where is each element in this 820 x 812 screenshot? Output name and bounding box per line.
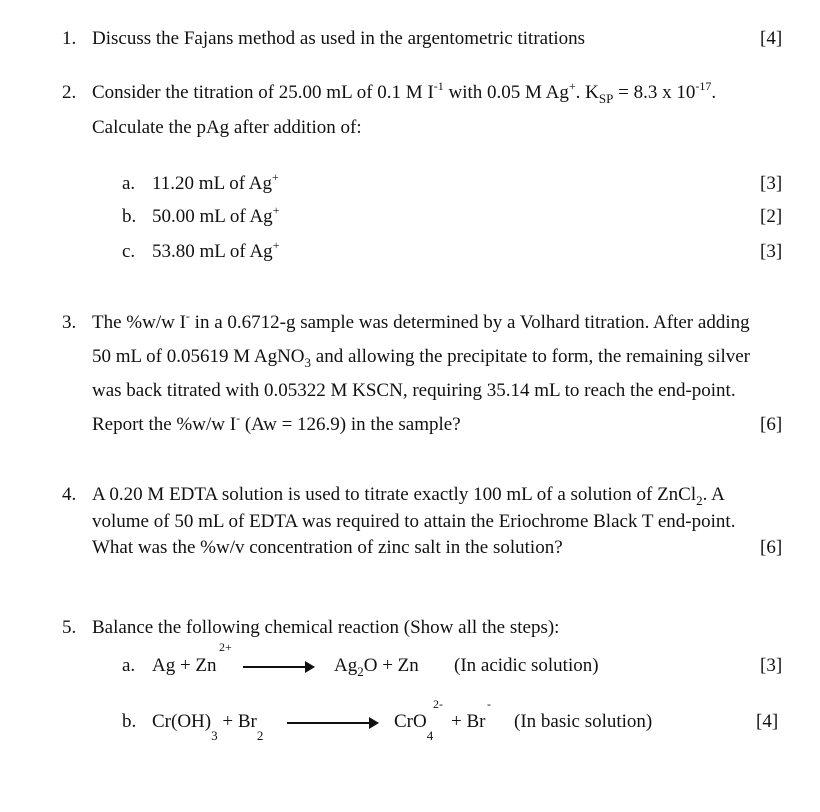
subquestion-letter: b. (122, 206, 137, 227)
question-text-line-2: Calculate the pAg after addition of: (92, 117, 362, 138)
question-marks: [3] (760, 655, 783, 676)
subquestion-text: 53.80 mL of Ag+ (152, 238, 280, 262)
subquestion-letter: a. (122, 173, 136, 194)
bromide-charge: - (487, 697, 491, 711)
question-marks: [6] (760, 537, 783, 558)
question-text-line-1: A 0.20 M EDTA solution is used to titrate exactly 100 mL of a solution of ZnCl$_2$. A (92, 484, 725, 508)
question-text-line-1: The %w/w I- in a 0.6712-g sample was determined by a Volhard titration. After adding (92, 309, 750, 333)
question-number: 5. (62, 617, 77, 638)
question-text-line-2: 50 mL of 0.05619 M AgNO$_3$ and allowing the precipitate to form, the remaining silver (92, 346, 751, 370)
question-text-line-2: volume of 50 mL of EDTA was required to attain the Eriochrome Black T end-point. (92, 511, 736, 532)
product-bromide: + Br (451, 711, 486, 732)
question-number: 1. (62, 28, 77, 49)
reactants: $Cr(OH)_3 + Br_2$ (152, 711, 264, 743)
zinc-charge: 2+ (219, 640, 232, 654)
question-marks: [4] (756, 711, 779, 732)
subquestion-letter: b. (122, 711, 137, 732)
subquestion-marks: [3] (760, 241, 783, 262)
subquestion-letter: a. (122, 655, 136, 676)
question-text: Discuss the Fajans method as used in the argentometric titrations (92, 28, 586, 49)
question-text: Balance the following chemical reaction (Show all the steps): (92, 617, 560, 638)
reaction-condition: (In basic solution) (514, 711, 653, 732)
reaction-arrow (287, 722, 377, 724)
subquestion-marks: [3] (760, 173, 783, 194)
question-marks: [4] (760, 28, 783, 49)
reaction-condition: (In acidic solution) (454, 655, 599, 676)
subquestion-text: 11.20 mL of Ag+ (152, 170, 279, 194)
question-marks: [6] (760, 414, 783, 435)
subquestion-marks: [2] (760, 206, 783, 227)
subquestion-letter: c. (122, 241, 136, 262)
question-text: Consider the titration of 25.00 mL of 0.1 M $I^{-1}$ with 0.05 M Ag+. $K_{SP} = 8.3$ x $10^{-17}$. (92, 79, 717, 106)
question-text-line-4: Report the %w/w I- (Aw = 126.9) in the sample? (92, 411, 461, 435)
products: $Ag_2O + Zn$ (334, 655, 419, 679)
chromate-charge: 2- (433, 697, 443, 711)
reaction-arrow (243, 666, 313, 668)
question-number: 3. (62, 312, 77, 333)
question-text-line-3: What was the %w/v concentration of zinc salt in the solution? (92, 537, 563, 558)
question-number: 2. (62, 82, 77, 103)
question-number: 4. (62, 484, 77, 505)
question-text-line-3: was back titrated with 0.05322 M KSCN, requiring 35.14 mL to reach the end-point. (92, 380, 736, 401)
reactants: Ag + Zn (152, 655, 217, 676)
subquestion-text: 50.00 mL of Ag+ (152, 203, 280, 227)
product-chromate: CrO$_4$ (394, 711, 434, 743)
